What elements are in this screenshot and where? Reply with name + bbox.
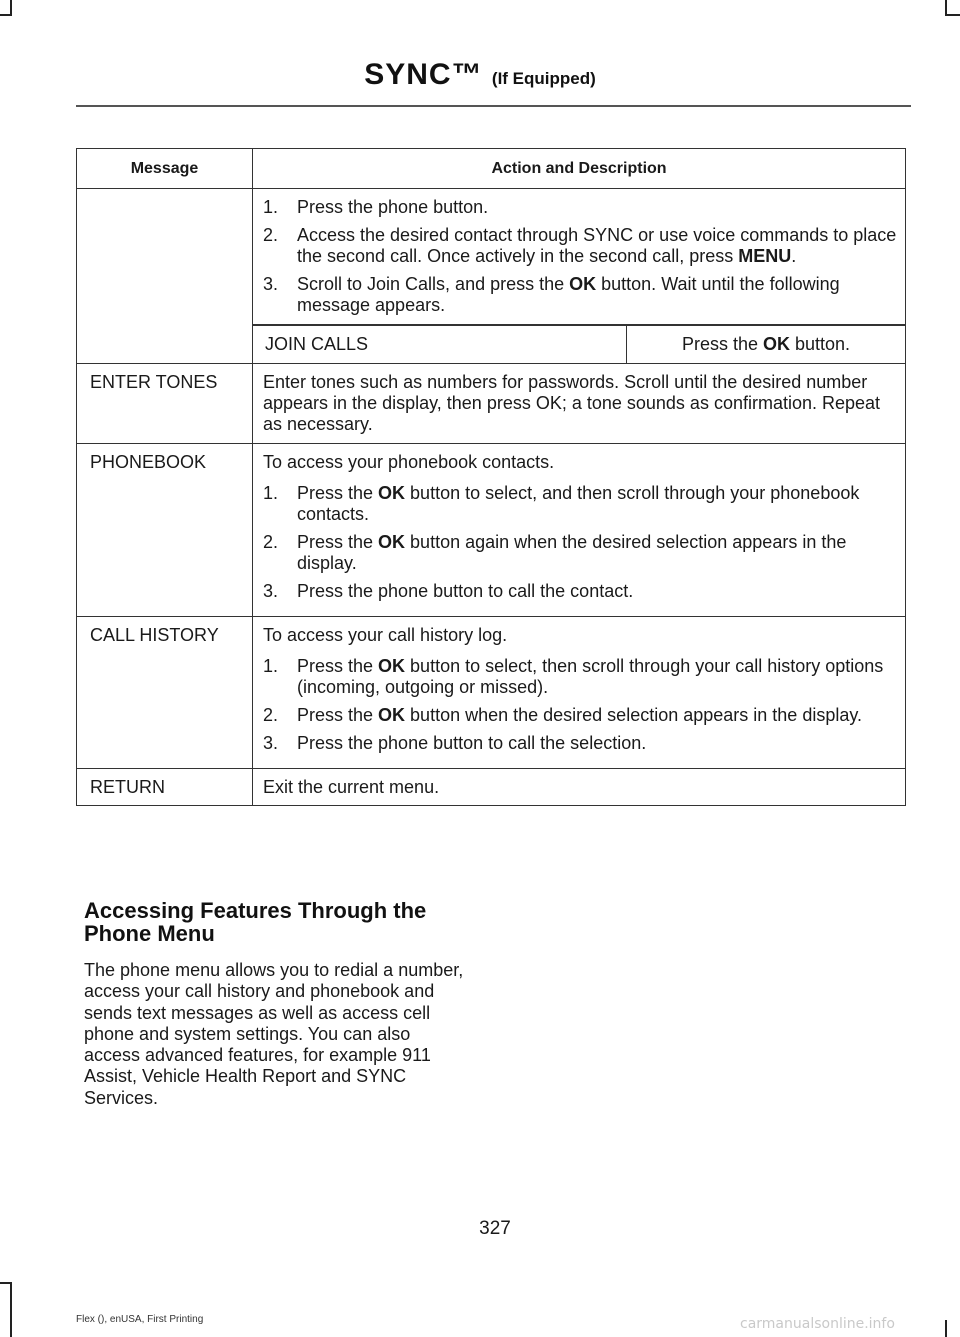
step-text: Press the: [297, 532, 379, 552]
step-text: .: [791, 246, 797, 266]
step-text: Press the phone button.: [297, 197, 489, 217]
step-bold-text: OK: [378, 532, 406, 552]
step-number: 1.: [263, 483, 279, 503]
list-item: [263, 197, 899, 218]
crop-mark: [0, 1282, 12, 1284]
watermark: carmanualsonline.info: [740, 1316, 895, 1332]
step-bold-text: OK: [569, 274, 597, 294]
header-subtitle: (If Equipped): [491, 69, 596, 88]
page-header: [0, 58, 960, 92]
step-number: 3.: [263, 581, 279, 601]
sub-action-text: button.: [790, 334, 851, 354]
sub-message: JOIN CALLS: [253, 326, 627, 364]
message-cell: PHONEBOOK: [77, 444, 253, 617]
step-bold-text: OK: [378, 656, 406, 676]
steps-list: [263, 483, 899, 602]
action-cell: Exit the current menu.: [253, 769, 906, 806]
crop-mark: [945, 0, 947, 14]
table-row: [77, 617, 906, 769]
subtable-row: [253, 326, 905, 364]
column-header-message: Message: [77, 149, 253, 189]
step-text: button when the desired selection appears in the display.: [405, 705, 863, 725]
list-item: [263, 532, 899, 574]
list-item: [263, 483, 899, 525]
step-text: Press the phone button to call the selection.: [297, 733, 647, 753]
table-row: [77, 189, 906, 325]
table-row: [77, 444, 906, 617]
table-row: [77, 769, 906, 806]
step-text: Press the: [297, 483, 379, 503]
table-row: [77, 364, 906, 444]
steps-list: [263, 656, 899, 754]
sub-action: [627, 326, 906, 364]
step-text: Press the: [297, 705, 379, 725]
step-text: button to select, and then scroll through your phonebook contacts.: [297, 483, 860, 524]
sub-action-text: Press the: [681, 334, 763, 354]
crop-mark: [945, 1320, 947, 1337]
action-cell: [253, 617, 906, 769]
message-cell-empty: [77, 189, 253, 364]
section-body: The phone menu allows you to redial a number, access your call history and phonebook and sends text messages as well as access cell phone and system settings. You can also access advanced features, for example 911 Assist, Vehicle Health Report and SYNC Services.: [84, 960, 464, 1108]
sub-action-bold: OK: [763, 334, 790, 354]
list-item: [263, 581, 899, 602]
crop-mark: [10, 0, 12, 14]
step-text: Scroll to Join Calls, and press the: [297, 274, 570, 294]
section-heading: Accessing Features Through the Phone Menu: [84, 898, 427, 946]
step-bold-text: OK: [378, 705, 406, 725]
action-intro: To access your phonebook contacts.: [263, 452, 555, 472]
crop-mark: [0, 14, 12, 16]
action-cell: Enter tones such as numbers for passwords. Scroll until the desired number appears in the display, then press OK; a tone sounds as confirmation. Repeat as necessary.: [253, 364, 906, 444]
column-header-action: Action and Description: [253, 149, 906, 189]
sync-messages-table: [76, 148, 906, 806]
action-cell: [253, 189, 906, 325]
crop-mark: [10, 1282, 12, 1337]
action-cell: [253, 444, 906, 617]
crop-mark: [945, 14, 960, 16]
action-intro: To access your call history log.: [263, 625, 508, 645]
step-bold-text: OK: [378, 483, 406, 503]
step-text: Press the: [297, 656, 379, 676]
step-text: button. Wait until the following message appears.: [297, 274, 840, 315]
step-number: 1.: [263, 656, 279, 676]
join-calls-subtable: [253, 325, 905, 363]
message-cell: RETURN: [77, 769, 253, 806]
step-bold-text: MENU: [738, 246, 792, 266]
page-number: 327: [479, 1218, 511, 1239]
step-text: button again when the desired selection appears in the display.: [297, 532, 847, 573]
join-subtable-cell: [253, 325, 906, 364]
step-text: Access the desired contact through SYNC or use voice commands to place the second call. Once actively in the second call, press: [297, 225, 897, 266]
step-text: button to select, then scroll through your call history options (incoming, outgoing or missed).: [297, 656, 884, 697]
list-item: [263, 225, 899, 267]
footer-text: Flex (), enUSA, First Printing: [76, 1314, 204, 1325]
list-item: [263, 705, 899, 726]
step-text: Press the phone button to call the contact.: [297, 581, 634, 601]
steps-list: [263, 197, 899, 316]
step-number: 2.: [263, 532, 279, 552]
step-number: 3.: [263, 274, 279, 294]
table-header-row: [77, 149, 906, 189]
header-title: SYNC™: [364, 58, 483, 91]
header-divider: [76, 105, 911, 107]
message-cell: ENTER TONES: [77, 364, 253, 444]
step-number: 2.: [263, 705, 279, 725]
step-number: 3.: [263, 733, 279, 753]
step-number: 2.: [263, 225, 279, 245]
list-item: [263, 274, 899, 316]
message-cell: CALL HISTORY: [77, 617, 253, 769]
list-item: [263, 656, 899, 698]
list-item: [263, 733, 899, 754]
step-number: 1.: [263, 197, 279, 217]
